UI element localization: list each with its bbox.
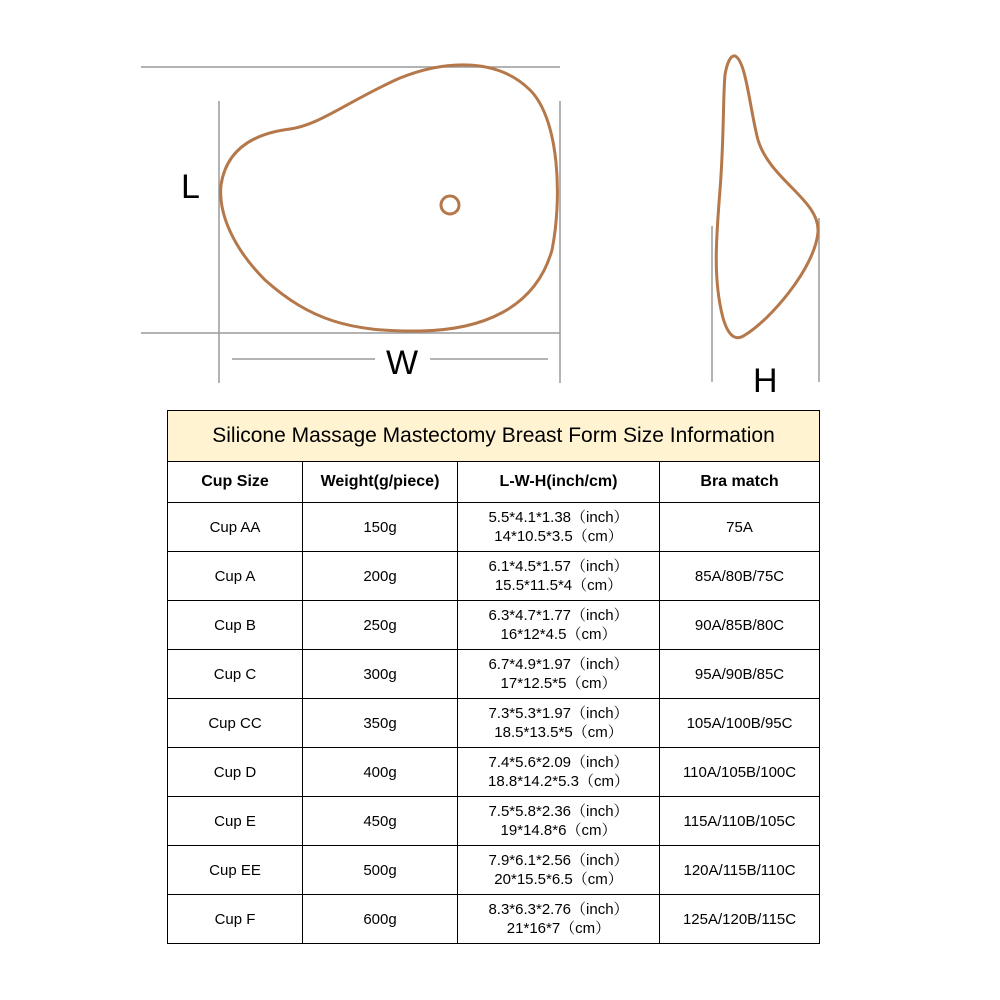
table-row <box>168 895 820 944</box>
table-body <box>168 503 820 944</box>
bra-match-cell: 75A <box>660 503 820 552</box>
cup-size-cell: Cup D <box>168 748 303 797</box>
weight-cell: 400g <box>303 748 458 797</box>
dimensions-cm: 20*15.5*6.5（cm） <box>494 871 623 888</box>
weight-cell: 200g <box>303 552 458 601</box>
dimensions-cm: 15.5*11.5*4（cm） <box>494 577 623 594</box>
dimensions-cell <box>458 797 660 846</box>
header-bra-match: Bra match <box>660 462 820 503</box>
dimensions-inch: 7.4*5.6*2.09（inch） <box>488 754 629 771</box>
table-row <box>168 503 820 552</box>
table-row <box>168 601 820 650</box>
weight-cell: 250g <box>303 601 458 650</box>
bra-match-cell: 105A/100B/95C <box>660 699 820 748</box>
side-view-outline <box>716 56 818 338</box>
cup-size-cell: Cup CC <box>168 699 303 748</box>
dimensions-cm: 18.5*13.5*5（cm） <box>494 724 623 741</box>
cup-size-cell: Cup EE <box>168 846 303 895</box>
bra-match-cell: 115A/110B/105C <box>660 797 820 846</box>
table-row <box>168 748 820 797</box>
dimensions-inch: 7.3*5.3*1.97（inch） <box>488 705 629 722</box>
weight-cell: 300g <box>303 650 458 699</box>
dimensions-cm: 18.8*14.2*5.3（cm） <box>488 773 629 790</box>
table-row <box>168 797 820 846</box>
dimensions-inch: 6.3*4.7*1.77（inch） <box>488 607 629 624</box>
bra-match-cell: 110A/105B/100C <box>660 748 820 797</box>
bra-match-cell: 85A/80B/75C <box>660 552 820 601</box>
cup-size-cell: Cup A <box>168 552 303 601</box>
dimensions-cell <box>458 552 660 601</box>
cup-size-cell: Cup F <box>168 895 303 944</box>
nipple-marker <box>441 196 459 214</box>
size-information-table <box>167 410 820 944</box>
cup-size-cell: Cup E <box>168 797 303 846</box>
bra-match-cell: 125A/120B/115C <box>660 895 820 944</box>
cup-size-cell: Cup B <box>168 601 303 650</box>
table-row <box>168 552 820 601</box>
dimensions-cm: 16*12*4.5（cm） <box>500 626 617 643</box>
weight-cell: 350g <box>303 699 458 748</box>
front-view-outline <box>221 65 558 331</box>
dimensions-cell <box>458 650 660 699</box>
cup-size-cell: Cup C <box>168 650 303 699</box>
dimensions-cm: 19*14.8*6（cm） <box>500 822 617 839</box>
table-row <box>168 699 820 748</box>
weight-cell: 150g <box>303 503 458 552</box>
table-row <box>168 846 820 895</box>
bra-match-cell: 95A/90B/85C <box>660 650 820 699</box>
dimensions-inch: 6.7*4.9*1.97（inch） <box>488 656 629 673</box>
weight-cell: 600g <box>303 895 458 944</box>
dimensions-cell <box>458 895 660 944</box>
weight-cell: 500g <box>303 846 458 895</box>
breast-form-dimension-diagram <box>0 0 1000 400</box>
height-label: H <box>753 362 778 400</box>
header-dimensions: L-W-H(inch/cm) <box>458 462 660 503</box>
dimensions-cm: 17*12.5*5（cm） <box>500 675 617 692</box>
dimensions-inch: 6.1*4.5*1.57（inch） <box>488 558 629 575</box>
dimensions-cm: 21*16*7（cm） <box>506 920 611 937</box>
table-title: Silicone Massage Mastectomy Breast Form Size Information <box>168 411 820 462</box>
cup-size-cell: Cup AA <box>168 503 303 552</box>
table-header-row <box>168 462 820 503</box>
dimensions-inch: 5.5*4.1*1.38（inch） <box>488 509 629 526</box>
bra-match-cell: 120A/115B/110C <box>660 846 820 895</box>
dimensions-inch: 7.5*5.8*2.36（inch） <box>488 803 629 820</box>
dimensions-cell <box>458 601 660 650</box>
table-title-row <box>168 411 820 462</box>
dimensions-inch: 7.9*6.1*2.56（inch） <box>488 852 629 869</box>
header-weight: Weight(g/piece) <box>303 462 458 503</box>
table-row <box>168 650 820 699</box>
dimensions-cell <box>458 846 660 895</box>
length-label: L <box>181 168 200 206</box>
dimensions-cell <box>458 748 660 797</box>
bra-match-cell: 90A/85B/80C <box>660 601 820 650</box>
dimensions-cell <box>458 699 660 748</box>
weight-cell: 450g <box>303 797 458 846</box>
dimensions-cm: 14*10.5*3.5（cm） <box>494 528 623 545</box>
width-label: W <box>386 344 419 382</box>
dimensions-inch: 8.3*6.3*2.76（inch） <box>488 901 629 918</box>
header-cup-size: Cup Size <box>168 462 303 503</box>
dimensions-cell <box>458 503 660 552</box>
